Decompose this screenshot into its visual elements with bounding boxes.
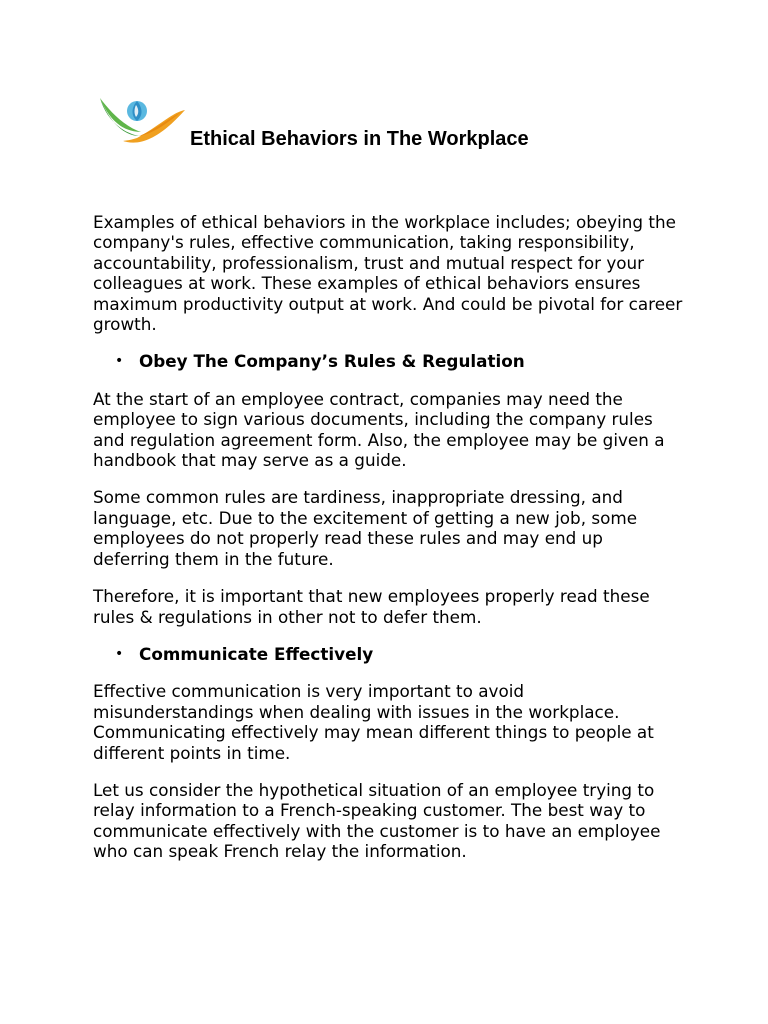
- section-heading-text: Obey The Company’s Rules & Regulation: [139, 351, 525, 372]
- rules-paragraph: At the start of an employee contract, companies may need the employee to sign various documents, including the company rules and regulation agreement form. Also, the employee may be given a handbook that may serve as a guide.: [93, 388, 665, 471]
- section-heading-rules: [93, 351, 683, 371]
- bullet-icon: •: [115, 645, 124, 662]
- document-title: Ethical Behaviors in The Workplace: [190, 128, 529, 150]
- bullet-icon: •: [115, 353, 124, 370]
- rules-paragraph: Therefore, it is important that new employees properly read these rules & regulations in other not to defer them.: [93, 586, 650, 627]
- leaf-swirl-logo-icon: [97, 96, 187, 146]
- communicate-paragraph: Effective communication is very important to avoid misunderstandings when dealing with issues in the workplace. Communicating effectively may mean different things to people at different points in time.: [93, 681, 654, 763]
- intro-paragraph: Examples of ethical behaviors in the workplace includes; obeying the company's rules, effective communication, taking responsibility, accountability, professionalism, trust and mutual respect for your colleagues at work. These examples of ethical behaviors ensures maximum productivity output at work. And could be pivotal for career growth.: [93, 212, 683, 335]
- section-heading-text: Communicate Effectively: [139, 643, 374, 664]
- communicate-paragraph: Let us consider the hypothetical situation of an employee trying to relay information to a French-speaking customer. The best way to communicate effectively with the customer is to have an employee who can speak French relay the information.: [93, 779, 661, 862]
- section-heading-communicate: [93, 644, 683, 664]
- document-body: [93, 212, 683, 879]
- rules-paragraph: Some common rules are tardiness, inappropriate dressing, and language, etc. Due to the excitement of getting a new job, some employees do not properly read these rules and may end up deferring them in the future.: [93, 487, 638, 569]
